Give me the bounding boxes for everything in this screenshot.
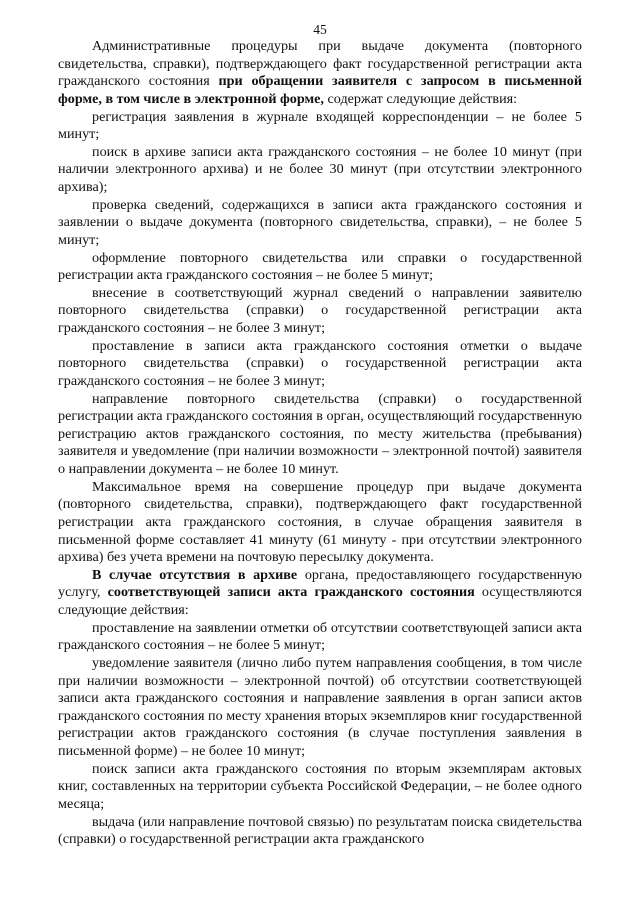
bold-phrase-record: соответствующей записи акта гражданского состояния bbox=[107, 584, 475, 601]
paragraph-verification: проверка сведений, содержащихся в записи акта гражданского состояния и заявлении о выдаче документа (повторного свидетельства, справки), – не более 5 минут; bbox=[58, 196, 582, 248]
paragraph-issuing: оформление повторного свидетельства или справки о государственной регистрации акта гражданского состояния – не более 5 минут; bbox=[58, 249, 582, 284]
paragraph-second-copies-search: поиск записи акта гражданского состояния по вторым экземплярам актовых книг, составленных на территории субъекта Российской Федерации, – не более одного месяца; bbox=[58, 760, 582, 812]
paragraph-registration: регистрация заявления в журнале входящей корреспонденции – не более 5 минут; bbox=[58, 108, 582, 143]
paragraph-sending: направление повторного свидетельства (справки) о государственной регистрации акта гражданского состояния в орган, осуществляющий государственную регистрацию актов гражданского состояния, по месту жительства (пребывания) заявителя и уведомление (при наличии возможности – электронной почтой) заявителя о направлении документа – не более 10 минут. bbox=[58, 390, 582, 477]
paragraph-journal-entry: внесение в соответствующий журнал сведений о направлении заявителю повторного свидетельства (справки) о государственной регистрации акта гражданского состояния – не более 3 минут; bbox=[58, 284, 582, 336]
paragraph-procedures-intro: Административные процедуры при выдаче документа (повторного свидетельства, справки), подтверждающего факт государственной регистрации акта гражданского состояния при обращении заявителя с запросом в письменной форме, в том числе в электронной форме, содержат следующие действия: bbox=[58, 38, 582, 107]
bold-phrase-absence: В случае отсутствия в архиве bbox=[92, 566, 298, 583]
paragraph-no-record-case: В случае отсутствия в архиве органа, предоставляющего государственную услугу, соответствующей записи акта гражданского состояния осуществляются следующие действия: bbox=[58, 566, 583, 618]
paragraph-notification: уведомление заявителя (лично либо путем направления сообщения, в том числе при наличии возможности – электронной почтой) об отсутствии соответствующей записи акта гражданского состояния и направление заявления в орган записи актов гражданского состояния по месту хранения вторых экземпляров книг государственной регистрации актов гражданского состояния (в случае поступления заявления в письменной форме) – не более 10 минут; bbox=[58, 654, 582, 759]
document-body bbox=[58, 38, 582, 849]
paragraph-issue-result: выдача (или направление почтовой связью) по результатам поиска свидетельства (справки) о государственной регистрации акта гражданского bbox=[58, 813, 582, 848]
bold-phrase-written-request: при обращении заявителя с запросом в письменной форме, в том числе в электронной форме, bbox=[58, 73, 582, 107]
paragraph-max-time: Максимальное время на совершение процедур при выдаче документа (повторного свидетельства, справки), подтверждающего факт государственной регистрации акта гражданского состояния, в случае обращения заявителя в письменной форме составляет 41 минуту (61 минуту - при отсутствии электронного архива) без учета времени на почтовую пересылку документа. bbox=[58, 478, 582, 566]
paragraph-archive-search: поиск в архиве записи акта гражданского состояния – не более 10 минут (при наличии электронного архива) и не более 30 минут (при отсутствии электронного архива); bbox=[58, 143, 582, 195]
paragraph-record-mark: проставление в записи акта гражданского состояния отметки о выдаче повторного свидетельства (справки) о государственной регистрации акта гражданского состояния – не более 3 минут; bbox=[58, 337, 582, 389]
page-number: 45 bbox=[313, 22, 327, 37]
paragraph-absence-mark: проставление на заявлении отметки об отсутствии соответствующей записи акта гражданского состояния – не более 5 минут; bbox=[58, 619, 582, 654]
